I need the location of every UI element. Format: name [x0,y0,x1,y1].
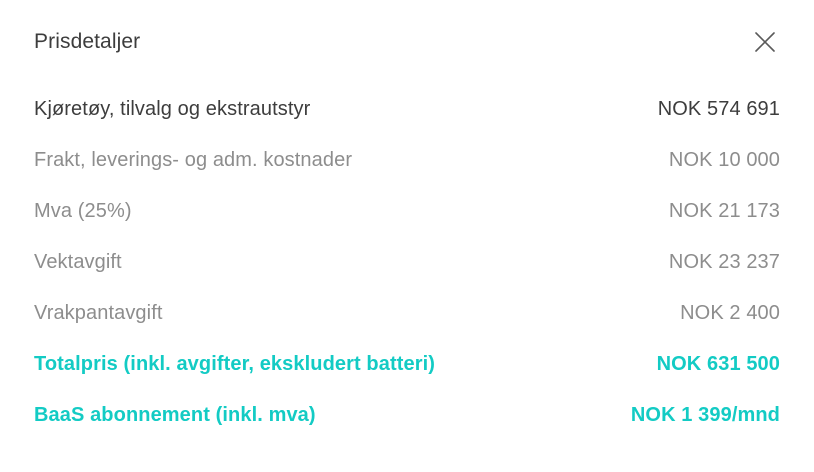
price-row-vat [34,200,780,251]
panel-header [34,0,780,84]
price-row-label: Kjøretøy, tilvalg og ekstrautstyr [34,98,311,120]
close-icon-glyph [754,31,776,53]
price-row-scrap-deposit [34,302,780,353]
price-row-vehicle [34,98,780,149]
price-row-label: Mva (25%) [34,200,132,222]
close-icon[interactable] [748,25,782,59]
price-row-value: NOK 631 500 [656,353,780,375]
price-row-label: Vrakpantavgift [34,302,163,324]
price-row-value: NOK 574 691 [657,98,780,120]
price-row-total [34,353,780,404]
price-rows [34,98,780,455]
price-row-value: NOK 23 237 [668,251,780,273]
header-spacer [34,84,780,98]
price-row-label: BaaS abonnement (inkl. mva) [34,404,316,426]
price-row-label: Vektavgift [34,251,122,273]
price-row-shipping [34,149,780,200]
price-row-value: NOK 10 000 [668,149,780,171]
price-row-weight-tax [34,251,780,302]
price-row-value: NOK 2 400 [680,302,780,324]
price-row-label: Totalpris (inkl. avgifter, ekskludert batteri) [34,353,435,375]
price-row-value: NOK 1 399/mnd [630,404,780,426]
price-row-baas-subscription [34,404,780,455]
page-title: Prisdetaljer [34,30,141,53]
price-row-label: Frakt, leverings- og adm. kostnader [34,149,353,171]
price-row-value: NOK 21 173 [668,200,780,222]
